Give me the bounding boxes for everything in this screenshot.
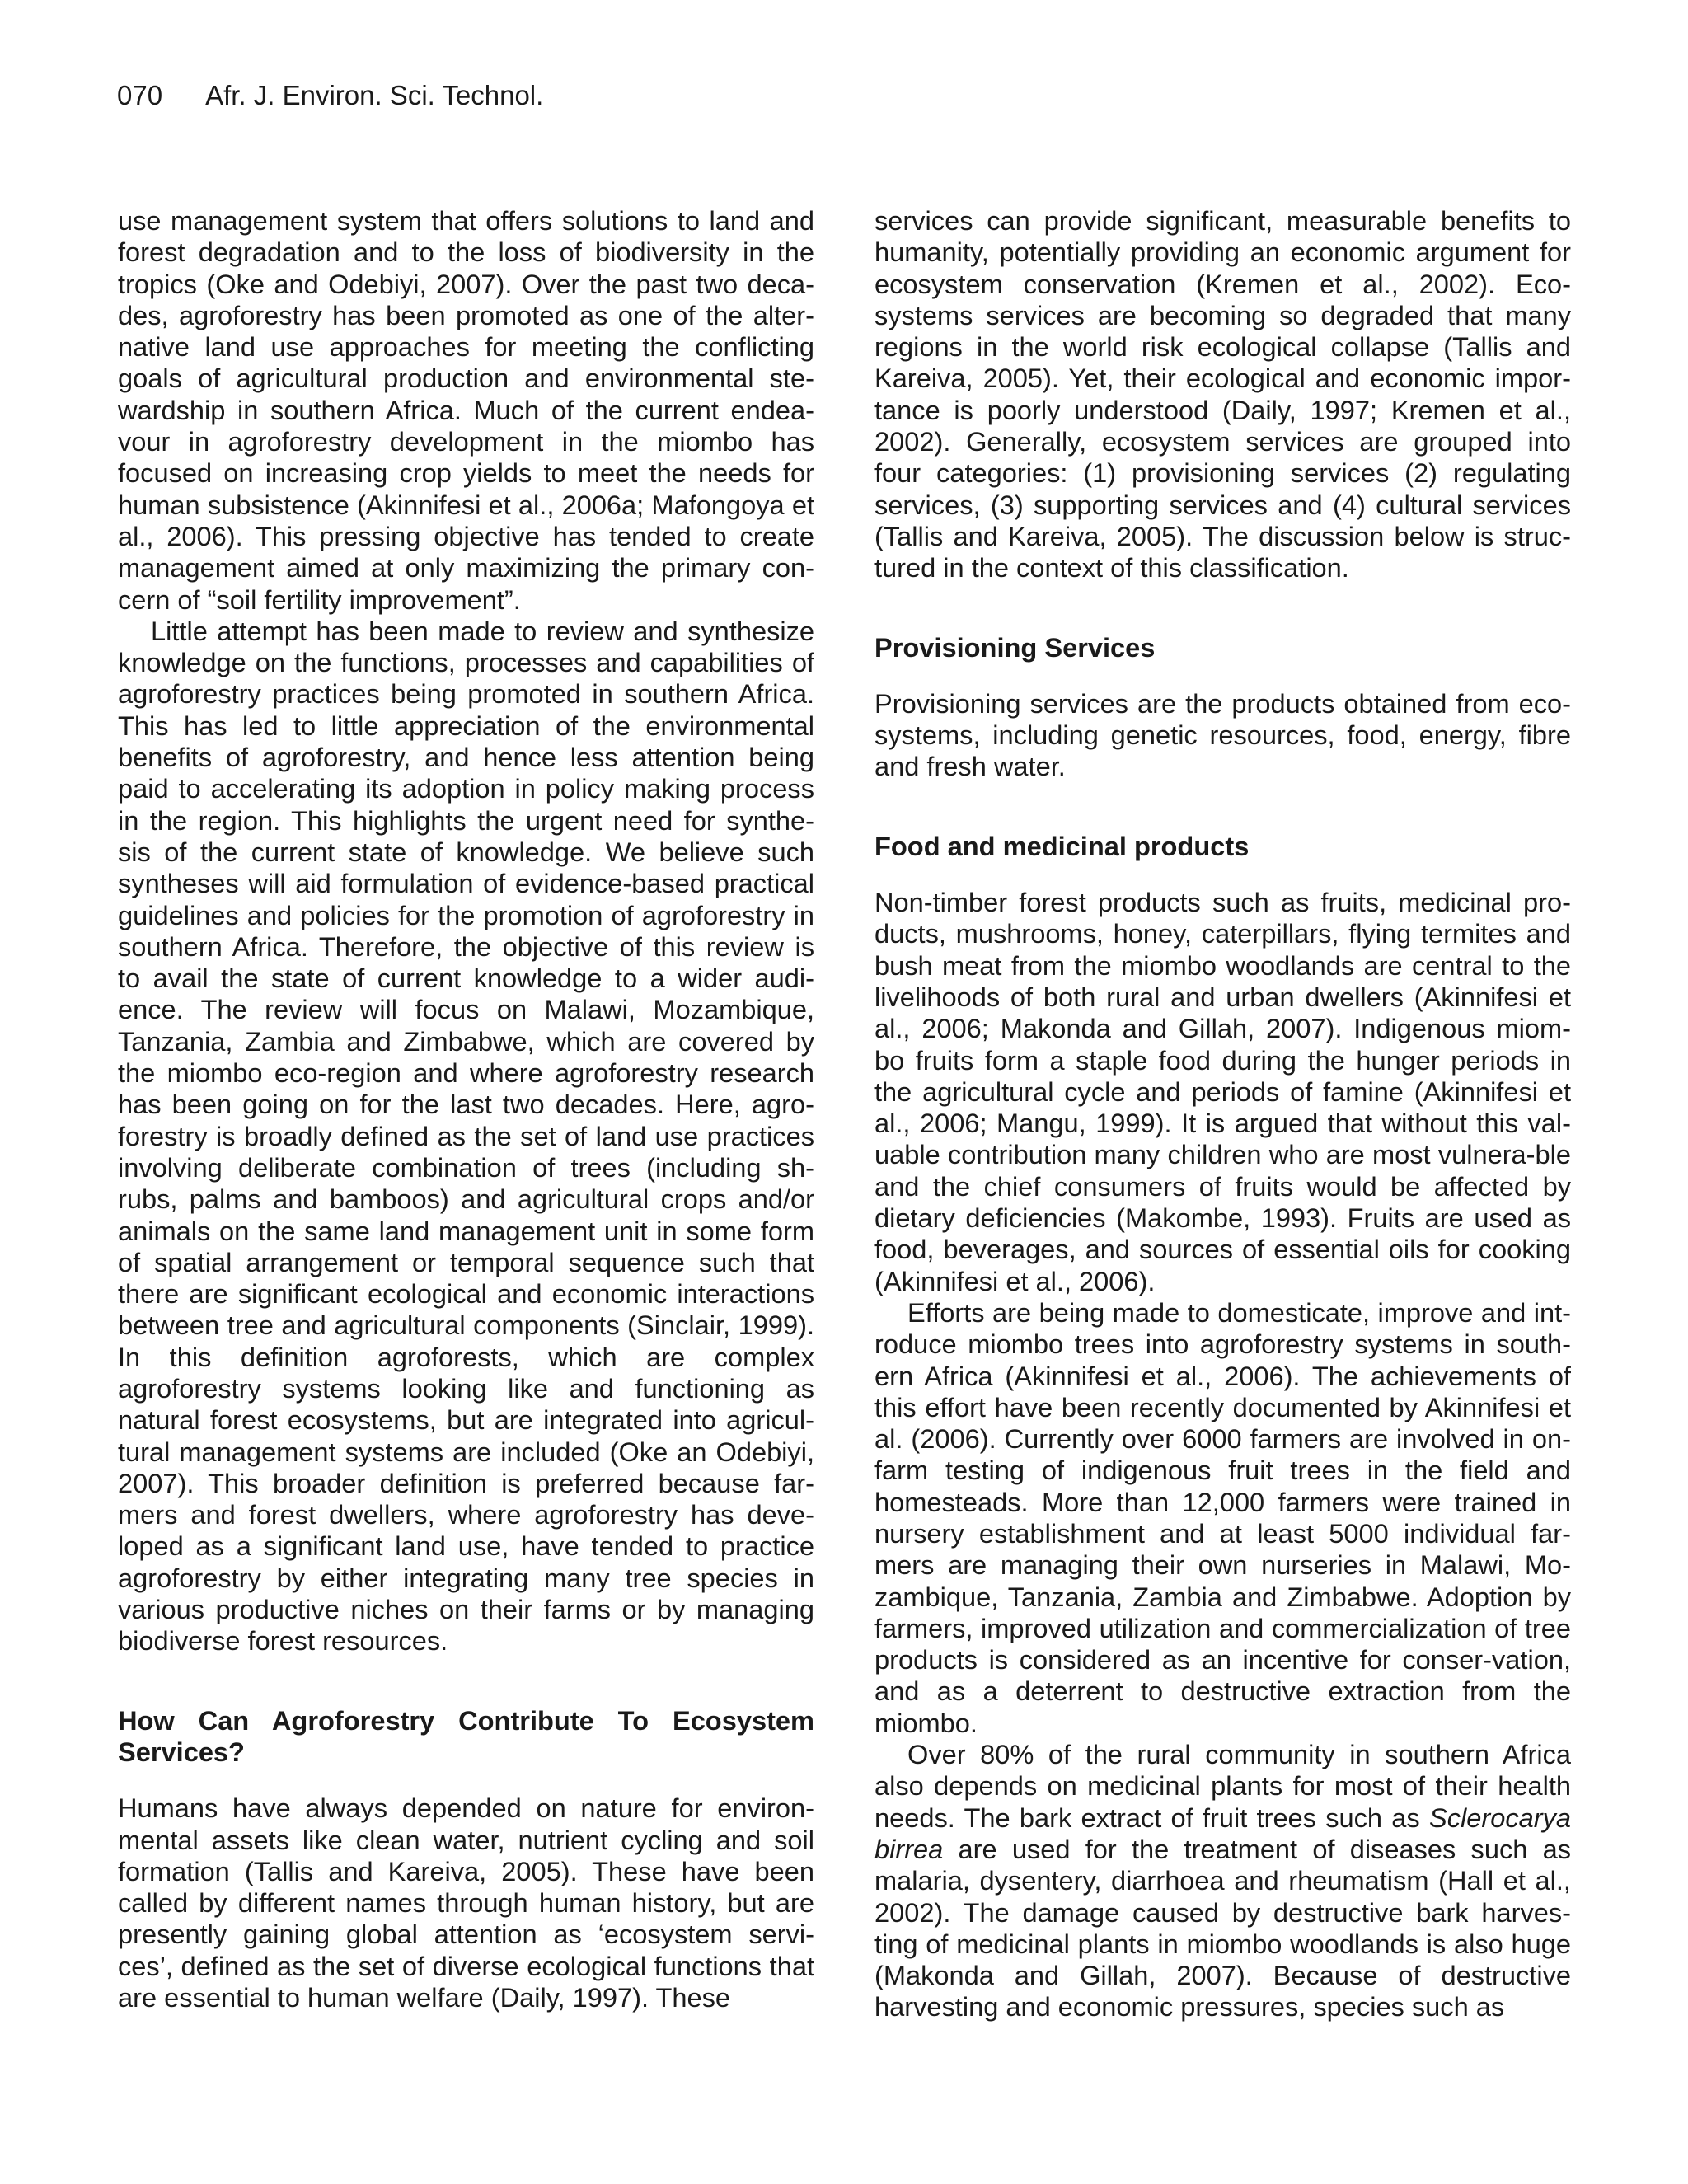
right-paragraph-5 <box>874 1739 1571 2023</box>
paragraph-5-text-a: Over 80% of the rural community in southern Africa also depends on medicinal plants for most of their health needs. The bark extract of fruit trees such as <box>874 1739 1571 1833</box>
left-paragraph-2: Little attempt has been made to review and synthesize knowledge on the functions, processes and capabilities of agroforestry practices being promoted in southern Africa. This has led to little appreciation of the environmental benefits of agroforestry, and hence less attention being paid to accelerating its adoption in policy making process in the region. This highlights the urgent need for synthe-sis of the current state of knowledge. We believe such syntheses will aid formulation of evidence-based practical guidelines and policies for the promotion of agroforestry in southern Africa. Therefore, the objective of this review is to avail the state of current knowledge to a wider audi-ence. The review will focus on Malawi, Mozambique, Tanzania, Zambia and Zimbabwe, which are covered by the miombo eco-region and where agroforestry research has been going on for the last two decades. Here, agro-forestry is broadly defined as the set of land use practices involving deliberate combination of trees (including sh-rubs, palms and bamboos) and agricultural crops and/or animals on the same land management unit in some form of spatial arrangement or temporal sequence such that there are significant ecological and economic interactions between tree and agricultural components (Sinclair, 1999). In this definition agroforests, which are complex agroforestry systems looking like and functioning as natural forest ecosystems, but are integrated into agricul-tural management systems are included (Oke an Odebiyi, 2007). This broader definition is preferred because far-mers and forest dwellers, where agroforestry has deve-loped as a significant land use, have tended to practice agroforestry by either integrating many tree species in various productive niches on their farms or by managing biodiverse forest resources. <box>118 615 814 1657</box>
left-paragraph-3: Humans have always depended on nature for environ-mental assets like clean water, nutrient cycling and soil formation (Tallis and Kareiva, 2005). These have been called by different names through human history, but are presently gaining global attention as ‘ecosystem servi-ces’, defined as the set of diverse ecological functions that are essential to human welfare (Daily, 1997). These <box>118 1793 814 2013</box>
right-paragraph-3: Non-timber forest products such as fruits, medicinal pro-ducts, mushrooms, honey, caterpillars, flying termites and bush meat from the miombo woodlands are central to the livelihoods of both rural and urban dwellers (Akinnifesi et al., 2006; Makonda and Gillah, 2007). Indigenous miom-bo fruits form a staple food during the hunger periods in the agricultural cycle and periods of famine (Akinnifesi et al., 2006; Mangu, 1999). It is argued that without this val-uable contribution many children who are most vulnera-ble and the chief consumers of fruits would be affected by dietary deficiencies (Makombe, 1993). Fruits are used as food, beverages, and sources of essential oils for cooking (Akinnifesi et al., 2006). <box>874 887 1571 1296</box>
paragraph-5-text-b: are used for the treatment of diseases such as malaria, dysentery, diarrhoea and rheumatism (Hall et al., 2002). The damage caused by destructive bark harves-ting of medicinal plants in miombo woodlands is also huge (Makonda and Gillah, 2007). Because of destructive harvesting and economic pressures, species such as <box>874 1833 1571 2022</box>
section-heading-provisioning-services: Provisioning Services <box>874 631 1156 663</box>
right-paragraph-1: services can provide significant, measurable benefits to humanity, potentially providing an economic argument for ecosystem conservation (Kremen et al., 2002). Eco-systems services are becoming so degraded that many regions in the world risk ecological collapse (Tallis and Kareiva, 2005). Yet, their ecological and economic impor-tance is poorly understood (Daily, 1997; Kremen et al., 2002). Generally, ecosystem services are grouped into four categories: (1) provisioning services (2) regulating services, (3) supporting services and (4) cultural services (Tallis and Kareiva, 2005). The discussion below is struc-tured in the context of this classification. <box>874 205 1571 583</box>
subsection-heading-food-medicinal: Food and medicinal products <box>874 830 1250 861</box>
species-name: Sclerocarya birrea <box>874 1802 1571 1864</box>
section-heading-ecosystem-services: How Can Agroforestry Contribute To Ecosystem Services? <box>118 1704 814 1767</box>
running-head <box>117 79 543 112</box>
journal-title: Afr. J. Environ. Sci. Technol. <box>205 80 544 110</box>
page-number: 070 <box>117 80 163 110</box>
left-paragraph-1: use management system that offers solutions to land and forest degradation and to the loss of biodiversity in the tropics (Oke and Odebiyi, 2007). Over the past two deca-des, agroforestry has been promoted as one of the alter-native land use approaches for meeting the conflicting goals of agricultural production and environmental ste-wardship in southern Africa. Much of the current endea-vour in agroforestry development in the miombo has focused on increasing crop yields to meet the needs for human subsistence (Akinnifesi et al., 2006a; Mafongoya et al., 2006). This pressing objective has tended to create management aimed at only maximizing the primary con-cern of “soil fertility improvement”. <box>118 205 814 615</box>
right-column <box>874 205 1571 2023</box>
left-column <box>118 205 814 2013</box>
right-paragraph-2: Provisioning services are the products obtained from eco-systems, including genetic resources, food, energy, fibre and fresh water. <box>874 687 1571 782</box>
right-paragraph-4: Efforts are being made to domesticate, improve and int-roduce miombo trees into agroforestry systems in south-ern Africa (Akinnifesi et al., 2006). The achievements of this effort have been recently documented by Akinnifesi et al. (2006). Currently over 6000 farmers are involved in on-farm testing of indigenous fruit trees in the field and homesteads. More than 12,000 farmers were trained in nursery establishment and at least 5000 individual far-mers are managing their own nurseries in Malawi, Mo-zambique, Tanzania, Zambia and Zimbabwe. Adoption by farmers, improved utilization and commercialization of tree products is considered as an incentive for conser-vation, and as a deterrent to destructive extraction from the miombo. <box>874 1296 1571 1738</box>
